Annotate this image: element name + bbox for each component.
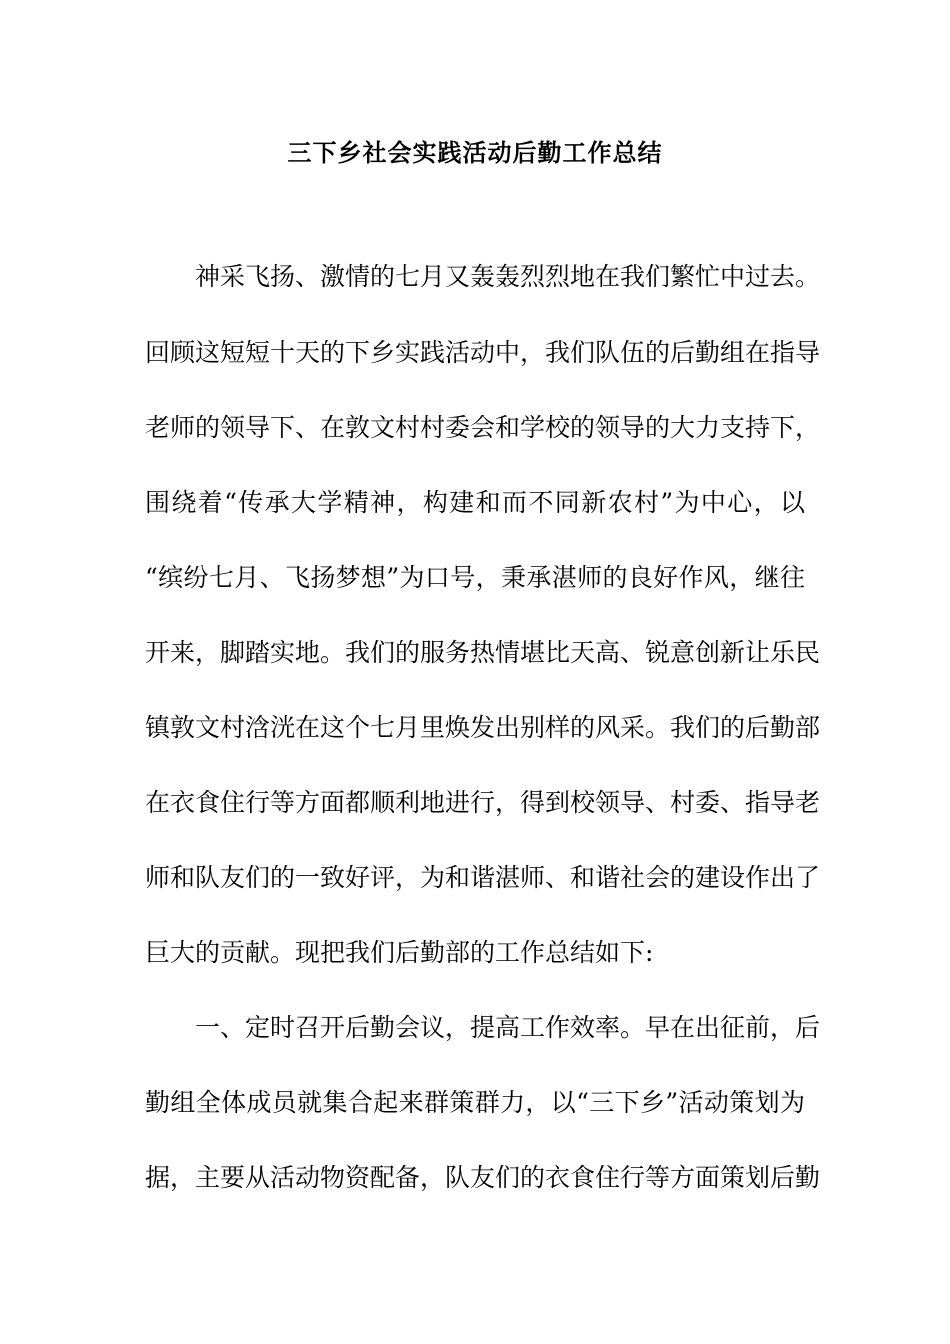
paragraph-line: 在衣食住行等方面都顺利地进行，得到校领导、村委、指导老 — [145, 788, 821, 817]
paragraph-line: 围绕着“传承大学精神，构建和而不同新农村”为中心，以 — [145, 488, 805, 517]
paragraph-line: 神采飞扬、激情的七月又轰轰烈烈地在我们繁忙中过去。 — [195, 262, 821, 291]
paragraph-line: 老师的领导下、在敦文村村委会和学校的领导的大力支持下， — [145, 413, 821, 442]
paragraph-line: 一、定时召开后勤会议，提高工作效率。早在出征前，后 — [195, 1013, 821, 1042]
paragraph-line: 回顾这短短十天的下乡实践活动中，我们队伍的后勤组在指导 — [145, 338, 821, 367]
document-title: 三下乡社会实践活动后勤工作总结 — [287, 139, 663, 167]
paragraph-line: 据，主要从活动物资配备，队友们的衣食住行等方面策划后勤 — [145, 1163, 821, 1192]
paragraph-line: “缤纷七月、飞扬梦想”为口号，秉承湛师的良好作风，继往 — [145, 563, 805, 592]
paragraph-line: 勤组全体成员就集合起来群策群力，以“三下乡”活动策划为 — [145, 1088, 805, 1117]
paragraph-line: 巨大的贡献。现把我们后勤部的工作总结如下: — [145, 938, 654, 967]
paragraph-line: 开来，脚踏实地。我们的服务热情堪比天高、锐意创新让乐民 — [145, 638, 821, 667]
paragraph-line: 镇敦文村浛洸在这个七月里焕发出别样的风采。我们的后勤部 — [145, 713, 821, 742]
paragraph-line: 师和队友们的一致好评，为和谐湛师、和谐社会的建设作出了 — [145, 863, 821, 892]
